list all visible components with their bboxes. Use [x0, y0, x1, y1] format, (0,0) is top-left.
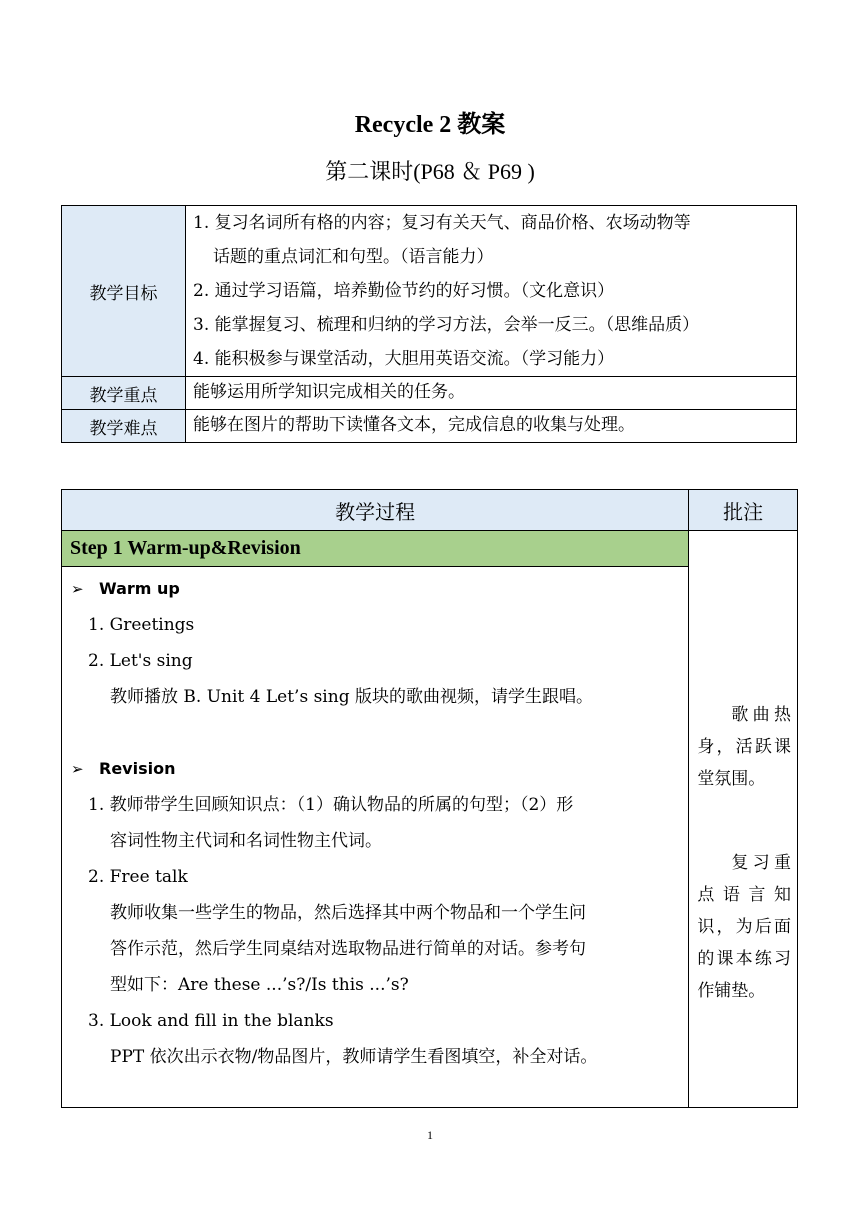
- objective-line: 3. 能掌握复习、梳理和归纳的学习方法，会举一反三。（思维品质）: [193, 315, 700, 335]
- list-item: 1. Greetings: [88, 615, 195, 635]
- objective-line: 2. 通过学习语篇，培养勤俭节约的好习惯。（文化意识）: [193, 281, 615, 301]
- list-item: 1. 教师带学生回顾知识点：（1）确认物品的所属的句型；（2）形: [88, 795, 574, 815]
- arrow-bullet-icon: ➢: [71, 760, 84, 778]
- process-header: 教学过程: [62, 490, 689, 531]
- notes-column: [689, 531, 798, 1108]
- page-number: 1: [427, 1128, 433, 1142]
- objectives-table: [61, 205, 797, 443]
- revision-heading-text: Revision: [99, 759, 176, 778]
- step-content: [62, 567, 689, 1108]
- note-revision: 复习重点语言知识，为后面的课本练习作铺垫。: [697, 853, 791, 1001]
- list-item: 教师播放 B. Unit 4 Let’s sing 版块的歌曲视频，请学生跟唱。: [110, 687, 593, 707]
- objective-line: 话题的重点词汇和句型。（语言能力）: [213, 247, 494, 267]
- difficult-point-text: 能够在图片的帮助下读懂各文本，完成信息的收集与处理。: [186, 410, 797, 443]
- note-warmup: 歌曲热身，活跃课堂氛围。: [697, 705, 791, 789]
- list-item: 答作示范，然后学生同桌结对选取物品进行简单的对话。参考句: [110, 939, 586, 959]
- warmup-heading: [62, 571, 688, 607]
- difficult-point-label: 教学难点: [62, 410, 186, 443]
- document-title: Recycle 2 教案: [354, 112, 506, 138]
- objective-line: 1. 复习名词所有格的内容；复习有关天气、商品价格、农场动物等: [193, 213, 691, 233]
- objectives-content: [186, 206, 797, 377]
- list-item: 教师收集一些学生的物品，然后选择其中两个物品和一个学生问: [110, 903, 586, 923]
- revision-heading: [62, 751, 688, 787]
- list-item: 3. Look and fill in the blanks: [88, 1011, 334, 1031]
- document-subtitle: 第二课时(P68 ＆ P69 ): [325, 159, 535, 184]
- list-item: 容词性物主代词和名词性物主代词。: [110, 831, 382, 851]
- process-table: [61, 489, 798, 1108]
- list-item: 2. Free talk: [88, 867, 188, 887]
- objectives-label: 教学目标: [62, 206, 186, 377]
- key-point-text: 能够运用所学知识完成相关的任务。: [186, 377, 797, 410]
- notes-header: 批注: [689, 490, 798, 531]
- objective-line: 4. 能积极参与课堂活动，大胆用英语交流。（学习能力）: [193, 349, 615, 369]
- arrow-bullet-icon: ➢: [71, 580, 84, 598]
- key-point-label: 教学重点: [62, 377, 186, 410]
- step-heading: Step 1 Warm-up&Revision: [62, 531, 689, 567]
- list-item: 型如下：Are these ...’s?/Is this ...’s?: [110, 975, 409, 995]
- list-item: PPT 依次出示衣物/物品图片，教师请学生看图填空，补全对话。: [110, 1047, 598, 1067]
- warmup-heading-text: Warm up: [99, 579, 180, 598]
- list-item: 2. Let's sing: [88, 651, 193, 671]
